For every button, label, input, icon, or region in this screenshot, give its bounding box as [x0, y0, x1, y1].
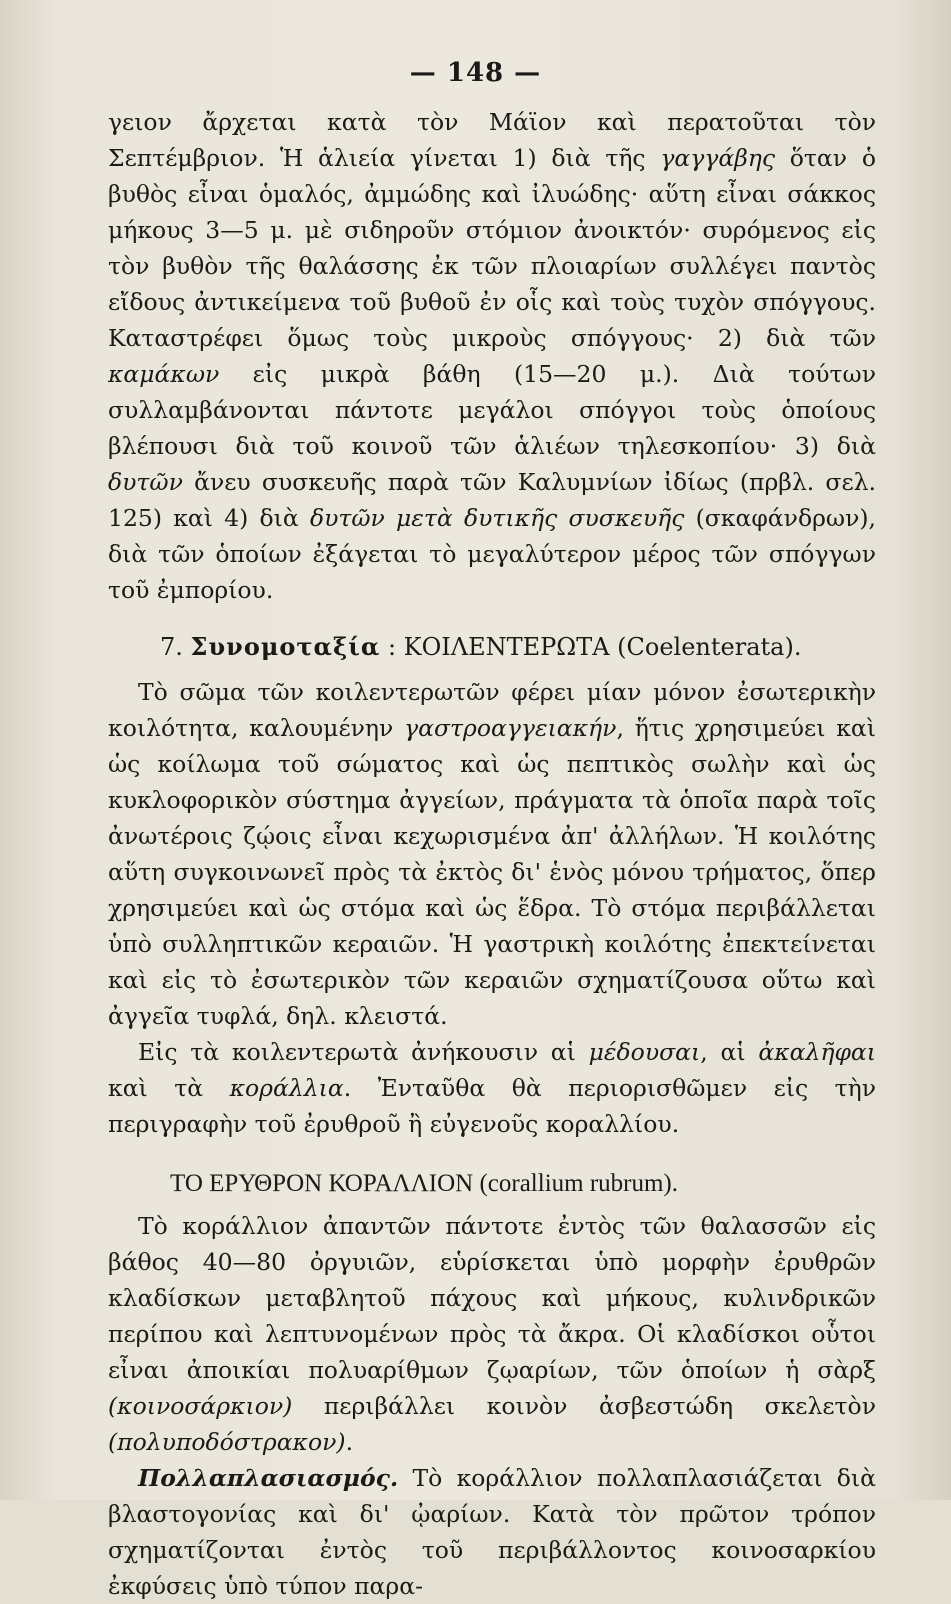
- text-run: καὶ τὰ: [108, 1074, 230, 1102]
- page-body: [108, 104, 876, 1604]
- text-run: ὅταν ὁ βυθὸς εἶναι ὁμαλός, ἀμμώδης καὶ ἰλυώδης· αὕτη εἶναι σάκκος μήκους 3—5 μ. μὲ σιδηροῦν στόμιον ἀνοικτόν· συρόμενος εἰς τὸν βυθὸν τῆς θαλάσσης ἐκ τῶν πλοιαρίων συλλέγει παντὸς εἴδους ἀντικείμενα τοῦ βυθοῦ ἐν οἷς καὶ τοὺς τυχὸν σπόγγους. Καταστρέφει ὅμως τοὺς μικροὺς σπόγγους· 2) διὰ τῶν: [108, 144, 876, 352]
- text-run: Τὸ σῶμα τῶν κοιλεντερωτῶν φέρει μίαν μόνον ἐσωτερικὴν κοιλότητα, καλουμένην: [108, 678, 876, 742]
- heading-red-coral: ΤΟ ΕΡΥΘΡΟΝ ΚΟΡΑΛΛΙΟΝ (corallium rubrum).: [170, 1170, 679, 1197]
- text-run: .: [345, 1428, 354, 1456]
- paragraph-reproduction: [108, 1460, 876, 1604]
- italic-term: ἀκαλῆφαι: [758, 1038, 876, 1066]
- italic-term: κοράλλια: [229, 1074, 344, 1102]
- text-run: Εἰς τὰ κοιλεντερωτὰ ἀνήκουσιν αἱ: [138, 1038, 589, 1066]
- italic-term: (κοινοσάρκιον): [108, 1392, 293, 1420]
- text-run: Τὸ κοράλλιον πολλαπλασιάζεται διὰ βλαστογονίας καὶ δι' ᾠαρίων. Κατὰ τὸν πρῶτον τρόπον σχηματίζονται ἐντὸς τοῦ περιβάλλοντος κοινοσαρκίου ἐκφύσεις ὑπὸ τύπον παρα-: [108, 1464, 876, 1600]
- section-title: : ΚΟΙΛΕΝΤΕΡΩΤΑ (Coelenterata).: [387, 633, 802, 661]
- section-number: 7.: [160, 633, 183, 661]
- text-run: , αἱ: [700, 1038, 759, 1066]
- text-run: (σκαφάνδρων), διὰ τῶν ὁποίων ἐξάγεται τὸ μεγαλύτερον μέρος τῶν σπόγγων τοῦ ἐμπορίου.: [108, 504, 876, 604]
- paragraph-red-coral: [108, 1208, 876, 1460]
- italic-term: μέδουσαι: [588, 1038, 701, 1066]
- italic-term: (πολυποδόστρακον): [108, 1428, 346, 1456]
- section-heading-coelenterata: [160, 630, 876, 664]
- italic-term: γαστροαγγειακήν: [404, 714, 617, 742]
- text-run: . Ἐνταῦθα θὰ περιορισθῶμεν εἰς τὴν περιγραφὴν τοῦ ἐρυθροῦ ἢ εὐγενοῦς κοραλλίου.: [108, 1074, 876, 1138]
- text-run: Τὸ κοράλλιον ἀπαντῶν πάντοτε ἐντὸς τῶν θαλασσῶν εἰς βάθος 40—80 ὀργυιῶν, εὑρίσκεται ὑπὸ μορφὴν ἐρυθρῶν κλαδίσκων μεταβλητοῦ πάχους καὶ μήκους, κυλινδρικῶν περίπου καὶ λεπτυνομένων πρὸς τὰ ἄκρα. Οἱ κλαδίσκοι οὗτοι εἶναι ἀποικίαι πολυαρίθμων ζῳαρίων, τῶν ὁποίων ἡ σὰρξ: [108, 1212, 876, 1384]
- text-run: ἄνευ συσκευῆς παρὰ τῶν Καλυμνίων ἰδίως (πρβλ. σελ. 125) καὶ 4) διὰ: [108, 468, 876, 532]
- paragraph-sponge-fishing: [108, 104, 876, 608]
- run-in-heading: Πολλαπλασιασμός.: [138, 1464, 399, 1492]
- paragraph-coelenterata-groups: [108, 1034, 876, 1142]
- page-number: — 148 —: [409, 58, 542, 88]
- italic-term: καμάκων: [108, 360, 220, 388]
- text-run: περιβάλλει κοινὸν ἀσβεστώδη σκελετὸν: [292, 1392, 876, 1420]
- section-label: Συνομοταξία: [190, 632, 381, 661]
- italic-term: δυτῶν μετὰ δυτικῆς συσκευῆς: [309, 504, 685, 532]
- text-run: , ἥτις χρησιμεύει καὶ ὡς κοίλωμα τοῦ σώματος καὶ ὡς πεπτικὸς σωλὴν καὶ ὡς κυκλοφορικὸν σύστημα ἀγγείων, πράγματα τὰ ὁποῖα παρὰ τοῖς ἀνωτέροις ζῴοις εἶναι κεχωρισμένα ἀπ' ἀλλήλων. Ἡ κοιλότης αὕτη συγκοινωνεῖ πρὸς τὰ ἐκτὸς δι' ἑνὸς μόνου τρήματος, ὅπερ χρησιμεύει καὶ ὡς στόμα καὶ ὡς ἕδρα. Τὸ στόμα περιβάλλεται ὑπὸ συλληπτικῶν κεραιῶν. Ἡ γαστρικὴ κοιλότης ἐπεκτείνεται καὶ εἰς τὸ ἐσωτερικὸν τῶν κεραιῶν σχηματίζουσα οὕτω καὶ ἀγγεῖα τυφλά, δηλ. κλειστά.: [108, 714, 877, 1030]
- text-run: εἰς μικρὰ βάθη (15—20 μ.). Διὰ τούτων συλλαμβάνονται πάντοτε μεγάλοι σπόγγοι τοὺς ὁποίους βλέπουσι διὰ τοῦ κοινοῦ τῶν ἁλιέων τηλεσκοπίου· 3) διὰ: [108, 360, 876, 460]
- text-run: γειον ἄρχεται κατὰ τὸν Μάϊον καὶ περατοῦται τὸν Σεπτέμβριον. Ἡ ἁλιεία γίνεται 1) διὰ τῆς: [108, 108, 876, 172]
- paragraph-coelenterata-body: [108, 674, 876, 1034]
- italic-term: δυτῶν: [108, 468, 183, 496]
- italic-term: γαγγάβης: [660, 144, 776, 172]
